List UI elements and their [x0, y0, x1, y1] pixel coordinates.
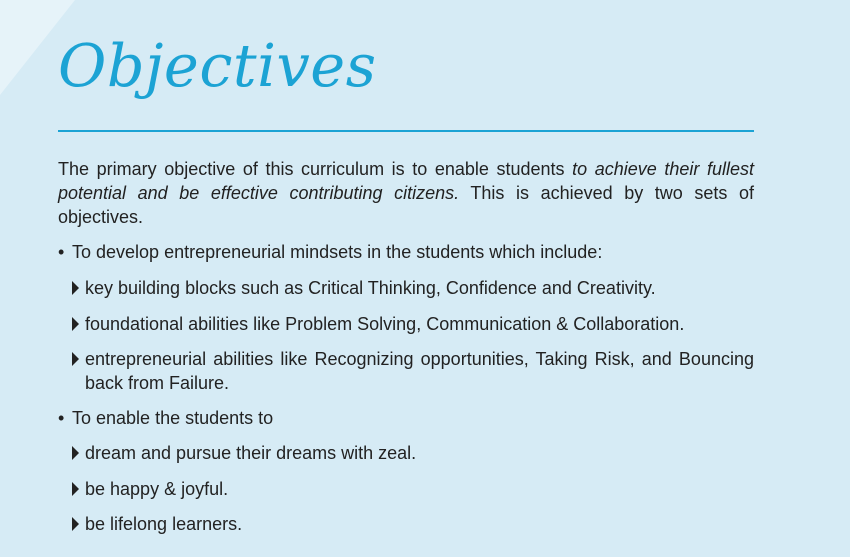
bullet-text: To develop entrepreneurial mindsets in the students which include:	[72, 242, 603, 262]
intro-paragraph	[58, 157, 754, 229]
triangle-bullet-icon	[72, 517, 79, 531]
list-item	[72, 312, 754, 336]
list-item-text: be happy & joyful.	[85, 479, 229, 499]
triangle-bullet-icon	[72, 446, 79, 460]
list-item	[72, 477, 754, 501]
list-item-text: be lifelong learners.	[85, 514, 243, 534]
bullet-marker: •	[58, 242, 65, 262]
bullet-text: To enable the students to	[72, 408, 274, 428]
title-divider	[58, 130, 754, 132]
list-item	[72, 347, 754, 395]
page-title: Objectives	[58, 31, 377, 100]
triangle-bullet-icon	[72, 352, 79, 366]
list-item-text: key building blocks such as Critical Thinking, Confidence and Creativity.	[85, 278, 656, 298]
intro-text-2: This is achieved by two sets of objectives.	[58, 183, 754, 227]
bullet-marker: •	[58, 408, 65, 428]
list-item-text: dream and pursue their dreams with zeal.	[85, 443, 417, 463]
bullet-mindsets	[58, 240, 602, 264]
list-item	[72, 441, 754, 465]
intro-emphasis: to achieve their fullest potential and be effective contributing citizens.	[58, 159, 755, 203]
triangle-bullet-icon	[72, 281, 79, 295]
bullet-enable	[58, 406, 273, 430]
intro-text-1: The primary objective of this curriculum is to enable students	[58, 159, 573, 179]
list-item	[72, 512, 754, 536]
triangle-bullet-icon	[72, 317, 79, 331]
list-item	[72, 276, 754, 300]
list-item-text: foundational abilities like Problem Solving, Communication & Collaboration.	[85, 314, 685, 334]
triangle-bullet-icon	[72, 482, 79, 496]
list-item-text: entrepreneurial abilities like Recognizing opportunities, Taking Risk, and Bouncing back from Failure.	[85, 349, 754, 393]
